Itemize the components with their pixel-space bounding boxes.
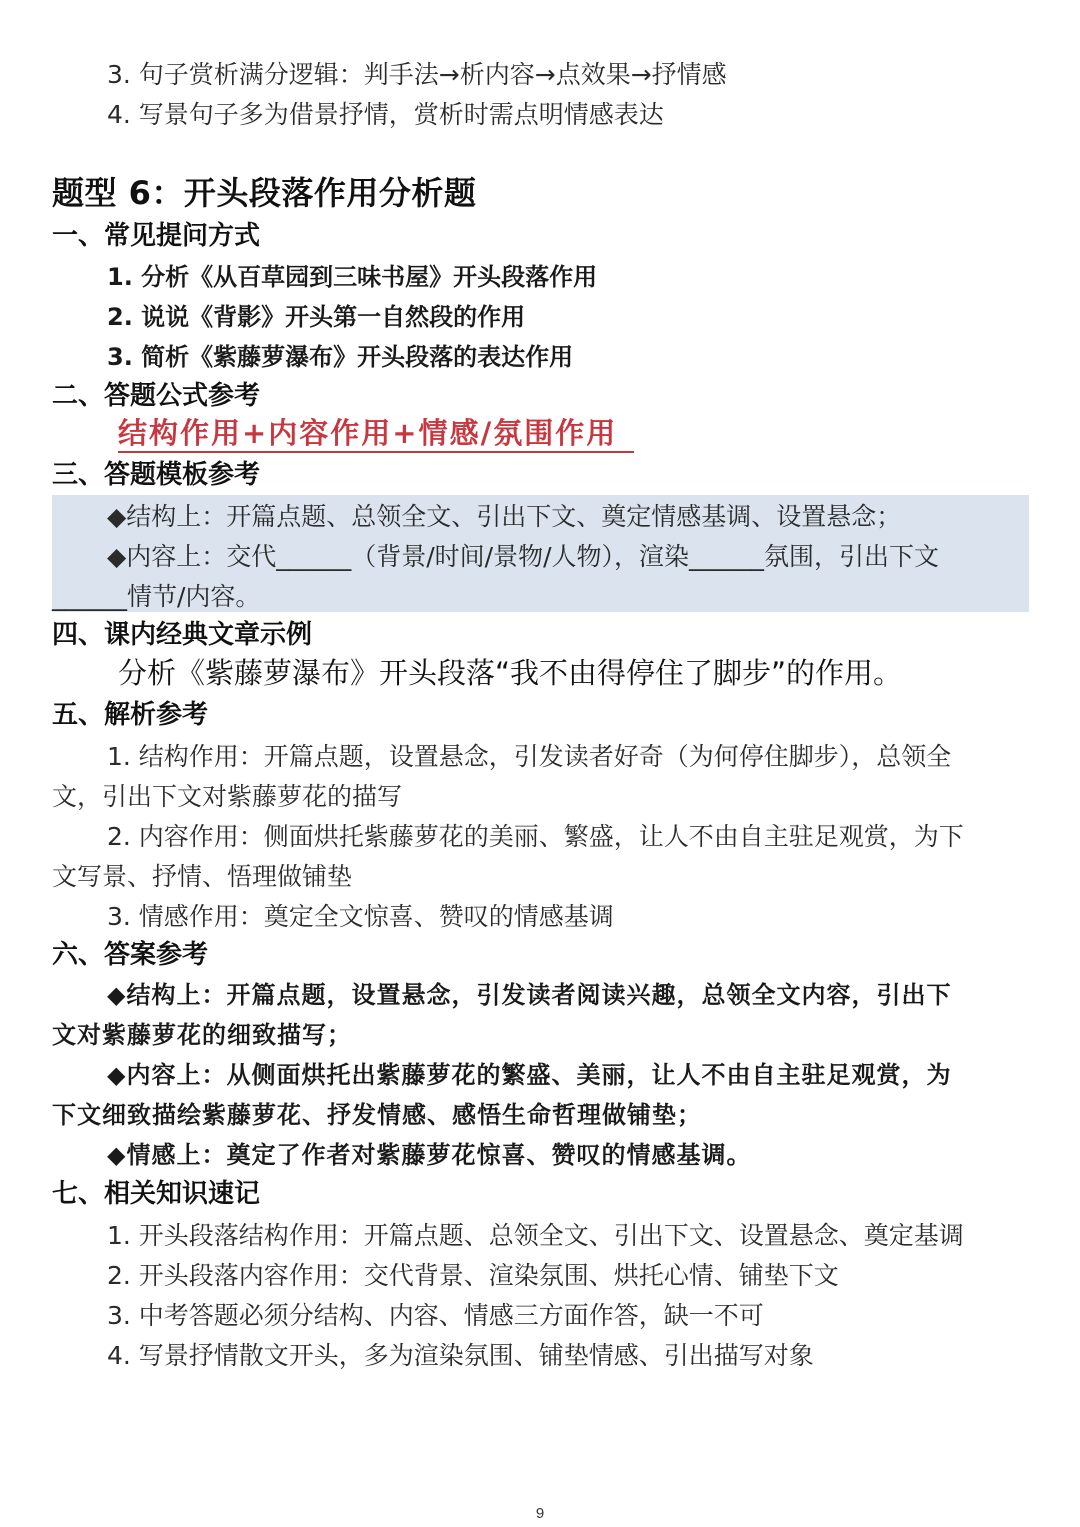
page-number: 9	[535, 1505, 545, 1522]
analysis-line: 1. 结构作用：开篇点题，设置悬念，引发读者好奇（为何停住脚步），总领全	[107, 742, 952, 771]
section-heading-knowledge: 七、相关知识速记	[52, 1179, 261, 1209]
answer-line: 下文细致描绘紫藤萝花、抒发情感、感悟生命哲理做铺垫；	[52, 1100, 702, 1129]
list-item: 2. 说说《背影》开头第一自然段的作用	[107, 303, 526, 331]
section-heading-questions: 一、常见提问方式	[52, 221, 261, 251]
answer-formula: 结构作用+内容作用+情感/氛围作用	[118, 416, 618, 450]
template-line: ◆结构上：开篇点题、总领全文、引出下文、奠定情感基调、设置悬念；	[107, 502, 902, 531]
list-item: 1. 开头段落结构作用：开篇点题、总领全文、引出下文、设置悬念、奠定基调	[107, 1221, 964, 1250]
example-question: 分析《紫藤萝瀑布》开头段落“我不由得停住了脚步”的作用。	[118, 656, 903, 690]
list-item: 4. 写景抒情散文开头，多为渲染氛围、铺垫情感、引出描写对象	[107, 1341, 814, 1370]
answer-line: 文对紫藤萝花的细致描写；	[52, 1020, 352, 1049]
formula-underline	[118, 451, 634, 453]
answer-line: ◆内容上：从侧面烘托出紫藤萝花的繁盛、美丽，让人不由自主驻足观赏，为	[107, 1060, 952, 1089]
list-item: 1. 分析《从百草园到三味书屋》开头段落作用	[107, 263, 598, 291]
section-heading-answer: 六、答案参考	[52, 940, 209, 970]
section-heading-analysis: 五、解析参考	[52, 700, 209, 730]
analysis-line: 3. 情感作用：奠定全文惊喜、赞叹的情感基调	[107, 902, 614, 931]
list-item: 2. 开头段落内容作用：交代背景、渲染氛围、烘托心情、铺垫下文	[107, 1261, 839, 1290]
list-item: 4. 写景句子多为借景抒情，赏析时需点明情感表达	[107, 100, 664, 129]
template-line: ______情节/内容。	[52, 582, 261, 611]
analysis-line: 2. 内容作用：侧面烘托紫藤萝花的美丽、繁盛，让人不由自主驻足观赏，为下	[107, 822, 964, 851]
page-title: 题型 6：开头段落作用分析题	[52, 174, 477, 212]
answer-line: ◆情感上：奠定了作者对紫藤萝花惊喜、赞叹的情感基调。	[107, 1140, 752, 1169]
list-item: 3. 中考答题必须分结构、内容、情感三方面作答，缺一不可	[107, 1301, 764, 1330]
analysis-line: 文写景、抒情、悟理做铺垫	[52, 862, 353, 891]
section-heading-example: 四、课内经典文章示例	[52, 620, 313, 650]
section-heading-formula: 二、答题公式参考	[52, 381, 261, 411]
template-line: ◆内容上：交代______（背景/时间/景物/人物），渲染______氛围，引出下文	[107, 542, 939, 571]
list-item: 3. 简析《紫藤萝瀑布》开头段落的表达作用	[107, 343, 574, 371]
answer-line: ◆结构上：开篇点题，设置悬念，引发读者阅读兴趣，总领全文内容，引出下	[107, 980, 952, 1009]
list-item: 3. 句子赏析满分逻辑：判手法→析内容→点效果→抒情感	[107, 60, 727, 89]
analysis-line: 文，引出下文对紫藤萝花的描写	[52, 782, 403, 811]
section-heading-template: 三、答题模板参考	[52, 460, 261, 490]
